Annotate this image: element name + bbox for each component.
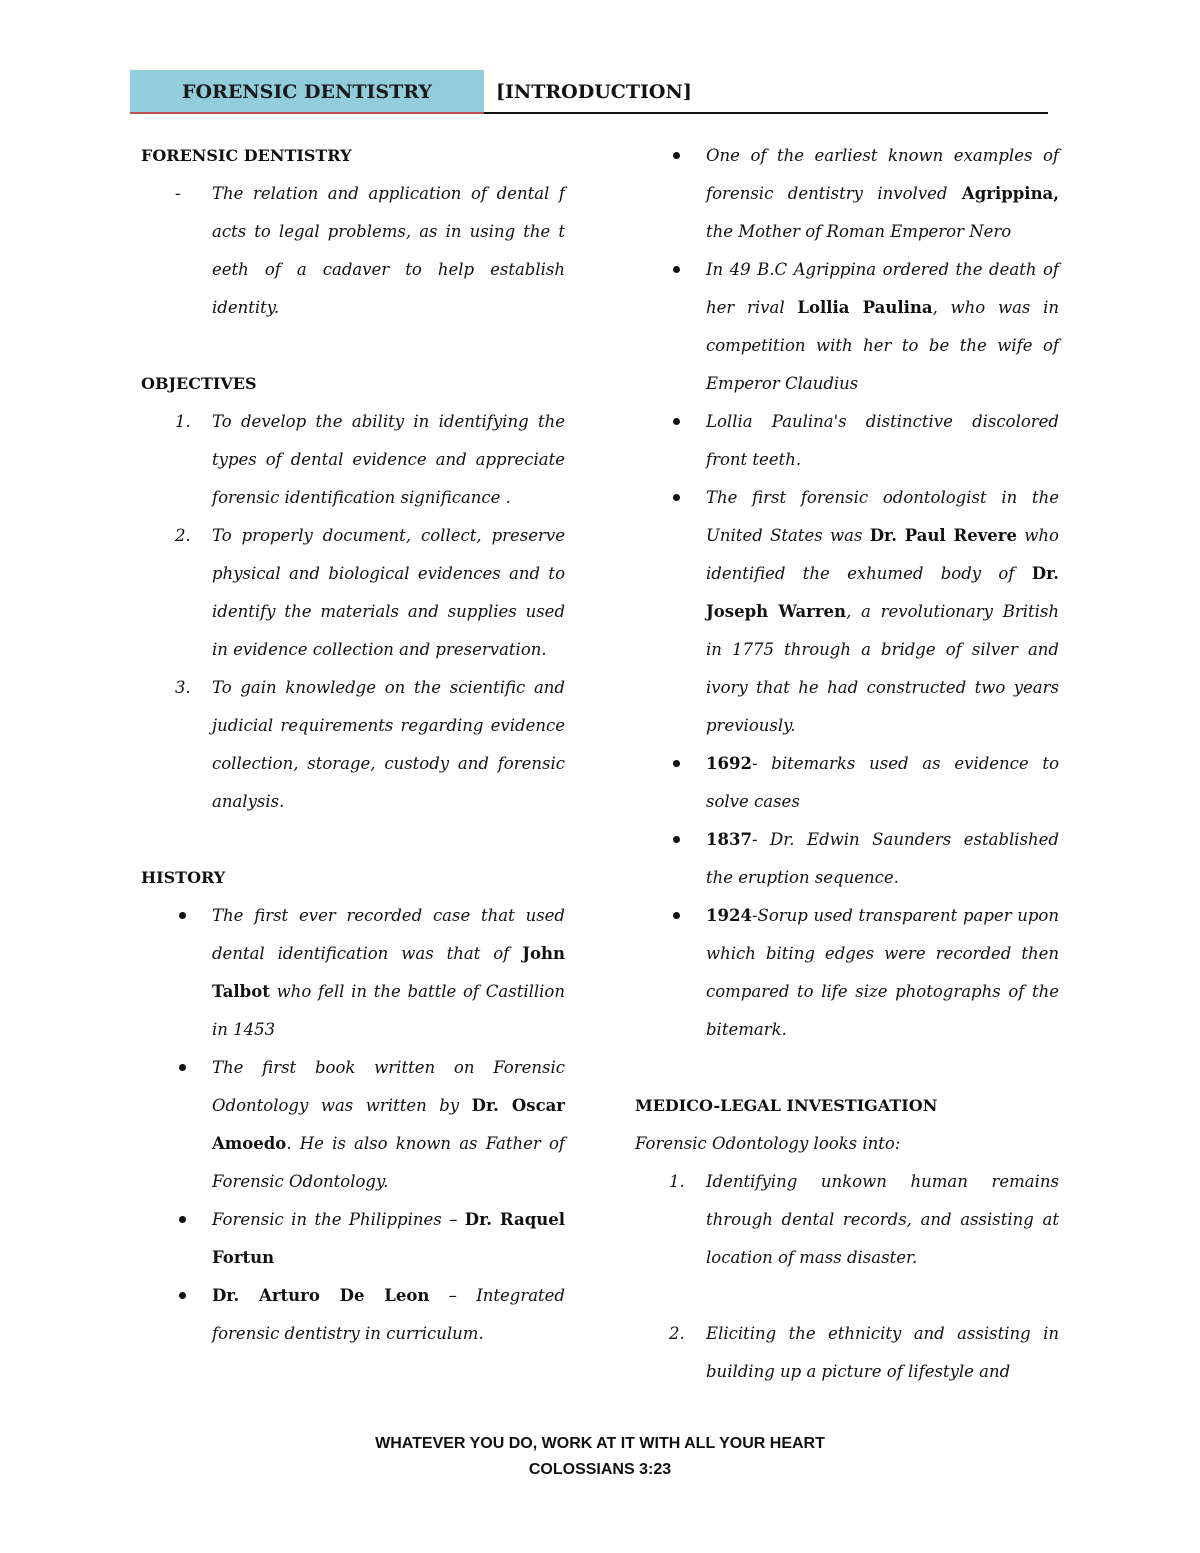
history-text: . He is also known as Father of Forensic Odontology. [212,1134,565,1191]
medico-legal-item [635,1315,1059,1391]
history-text: - Dr. Edwin Saunders established the eruption sequence. [706,830,1059,887]
history-year: 1924 [706,906,752,925]
history-text: – Integrated forensic dentistry in curriculum. [212,1286,565,1343]
history-text: who identified the exhumed body of [706,526,1059,583]
history-text: -Sorup used transparent paper upon which biting edges were recorded then compared to life size photographs of the bitemark. [706,906,1059,1039]
header-rule [484,112,1048,114]
list-number: 2. [669,1324,685,1343]
bullet-icon [179,912,186,919]
medico-legal-heading: MEDICO-LEGAL INVESTIGATION [635,1096,938,1115]
history-name: Dr. Oscar Amoedo [212,1096,566,1153]
header-subtitle: [INTRODUCTION] [496,81,692,103]
history-text: The first ever recorded case that used dental identification was that of [212,906,565,963]
history-heading: HISTORY [141,868,226,887]
history-name: Lollia Paulina [797,298,933,317]
bullet-icon [179,1292,186,1299]
medico-legal-intro: Forensic Odontology looks into: [635,1134,901,1153]
footer-reference: COLOSSIANS 3:23 [528,1461,672,1478]
history-item [635,403,1059,479]
medico-legal-item [635,1163,1059,1277]
history-name: Dr. Arturo De Leon [212,1286,430,1305]
history-item [635,897,1059,1049]
dash-marker: - [175,184,181,203]
bullet-icon [673,266,680,273]
objective-text: To develop the ability in identifying the types of dental evidence and appreciate forensic identification significance . [212,412,565,507]
bullet-icon [673,760,680,767]
history-item [635,137,1059,251]
history-item [635,479,1059,745]
definition-heading: FORENSIC DENTISTRY [141,146,352,165]
history-item [635,745,1059,821]
history-item [141,897,565,1049]
history-name: Dr. Paul Revere [869,526,1017,545]
history-name: Dr. Raquel Fortun [212,1210,566,1267]
history-text: , who was in competition with her to be the wife of Emperor Claudius [706,298,1060,393]
page-header [130,70,1048,114]
list-number: 1. [669,1172,685,1191]
history-text: The first book written on Forensic Odontology was written by [212,1058,565,1115]
bullet-icon [179,1064,186,1071]
bullet-icon [673,912,680,919]
history-year: 1692 [706,754,752,773]
objective-item [141,517,565,669]
footer-quote: WHATEVER YOU DO, WORK AT IT WITH ALL YOUR HEART [375,1435,825,1452]
history-text: Lollia Paulina's distinctive discolored front teeth. [706,412,1059,469]
bullet-icon [673,494,680,501]
definition-text: The relation and application of dental f acts to legal problems, as in using the t eeth of a cadaver to help establish identity. [212,184,565,317]
history-text: Forensic in the Philippines – [212,1210,465,1229]
bullet-icon [179,1216,186,1223]
objective-item [141,669,565,821]
medico-legal-text: Eliciting the ethnicity and assisting in building up a picture of lifestyle and [706,1324,1059,1381]
history-text: , a revolutionary British in 1775 through a bridge of silver and ivory that he had constructed two years previously. [706,602,1060,735]
list-number: 1. [175,412,191,431]
history-name: Dr. Joseph Warren [706,564,1059,621]
history-name: John Talbot [212,944,565,1001]
definition-item [141,175,565,327]
objectives-heading: OBJECTIVES [141,374,257,393]
history-item [635,251,1059,403]
list-number: 2. [175,526,191,545]
objective-text: To gain knowledge on the scientific and judicial requirements regarding evidence collection, storage, custody and forensic analysis. [212,678,565,811]
history-text: - bitemarks used as evidence to solve cases [706,754,1059,811]
history-text: The first forensic odontologist in the United States was [706,488,1059,545]
left-column [141,137,565,1353]
objective-item [141,403,565,517]
history-item [141,1049,565,1201]
header-title-rule [130,112,484,114]
history-text: In 49 B.C Agrippina ordered the death of her rival [706,260,1059,317]
medico-legal-text: Identifying unkown human remains through dental records, and assisting at location of mass disaster. [706,1172,1059,1267]
history-item [141,1201,565,1277]
bullet-icon [673,418,680,425]
history-text: the Mother of Roman Emperor Nero [706,222,1012,241]
history-text: who fell in the battle of Castillion in 1453 [212,982,565,1039]
history-name: Agrippina, [961,184,1059,203]
history-item [635,821,1059,897]
list-number: 3. [175,678,191,697]
header-title: FORENSIC DENTISTRY [130,70,484,112]
history-text: One of the earliest known examples of forensic dentistry involved [706,146,1059,203]
history-item [141,1277,565,1353]
bullet-icon [673,152,680,159]
bullet-icon [673,836,680,843]
history-year: 1837 [706,830,752,849]
right-column [635,137,1059,1391]
objective-text: To properly document, collect, preserve physical and biological evidences and to identify the materials and supplies used in evidence collection and preservation. [212,526,565,659]
